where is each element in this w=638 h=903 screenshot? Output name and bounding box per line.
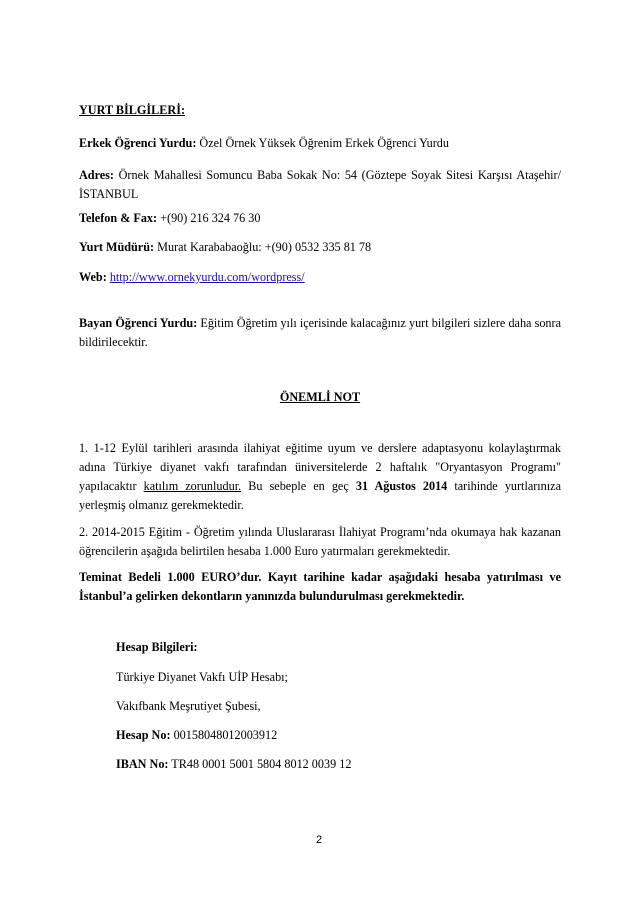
note-1-part2: Bu sebeple en geç [241,479,356,493]
important-note-text: ÖNEMLİ NOT [279,390,361,404]
address-value: Örnek Mahallesi Somuncu Baba Sokak No: 54 (Göztepe Soyak Sitesi Karşısı Ataşehir/İSTANBUL [79,168,561,201]
bank-line-1-text: Türkiye Diyanet Vakfı UİP Hesabı; [116,670,288,684]
male-dorm-label: Erkek Öğrenci Yurdu: [79,136,197,150]
account-number-value: 00158048012003912 [170,728,278,742]
note-1-part1: 1. 1-12 Eylül tarihleri arasında ilahiyat eğitime uyum ve derslere adaptasyonu kolaylaştırmak adına Türkiye diyanet vakfı tarafından üniversitelerde 2 haftalık "Oryantasyon Programı" yapılacaktır [79,441,561,493]
female-dorm-value: Eğitim Öğretim yılı içerisinde kalacağınız yurt bilgileri sizlere daha sonra bildirilecektir. [79,316,561,349]
section-title-text: YURT BİLGİLERİ: [79,103,186,117]
note-3-text: Teminat Bedeli 1.000 EURO’dur. Kayıt tarihine kadar aşağıdaki hesaba yatırılması ve İstanbul’a gelirken dekontların yanınızda bulundurulması gerekmektedir. [79,570,561,603]
web-label: Web: [79,270,107,284]
account-number-line [116,726,561,745]
note-1-underlined: katılım zorunludur. [143,479,242,493]
section-title [79,101,561,120]
note-3 [79,568,561,606]
manager-label: Yurt Müdürü: [79,240,155,254]
phone-label: Telefon & Fax: [79,211,158,225]
web-link[interactable]: http://www.ornekyurdu.com/wordpress/ [109,270,305,284]
male-dorm-value: Özel Örnek Yüksek Öğrenim Erkek Öğrenci Yurdu [196,136,449,150]
female-dorm-line [79,314,561,352]
manager-value: Murat Karababaoğlu: +(90) 0532 335 81 78 [154,240,372,254]
female-dorm-label: Bayan Öğrenci Yurdu: [79,316,198,330]
note-2-text: 2. 2014-2015 Eğitim - Öğretim yılında Uluslararası İlahiyat Programı’nda okumaya hak kazanan öğrencilerin aşağıda belirtilen hesaba 1.000 Euro yatırmaları gerekmektedir. [79,525,561,558]
manager-line [79,238,561,257]
address-label: Adres: [79,168,114,182]
bank-title [116,638,561,657]
web-line [79,268,561,287]
iban-value: TR48 0001 5001 5804 8012 0039 12 [168,757,352,771]
note-1-date: 31 Ağustos 2014 [355,479,448,493]
bank-line-2 [116,697,561,716]
note-2 [79,523,561,561]
bank-title-text: Hesap Bilgileri: [116,640,198,654]
address-line [79,166,561,204]
phone-value: +(90) 216 324 76 30 [157,211,261,225]
bank-line-1 [116,668,561,687]
note-1-part3: tarihinde yurtlarınıza yerleşmiş olmanız gerekmektedir. [79,479,561,512]
account-number-label: Hesap No: [116,728,171,742]
iban-label: IBAN No: [116,757,169,771]
phone-line [79,209,561,228]
important-note-heading [79,388,561,407]
bank-line-2-text: Vakıfbank Meşrutiyet Şubesi, [116,699,261,713]
page-number: 2 [315,834,323,846]
male-dorm-line [79,134,561,153]
iban-line [116,755,561,774]
note-1 [79,439,561,515]
